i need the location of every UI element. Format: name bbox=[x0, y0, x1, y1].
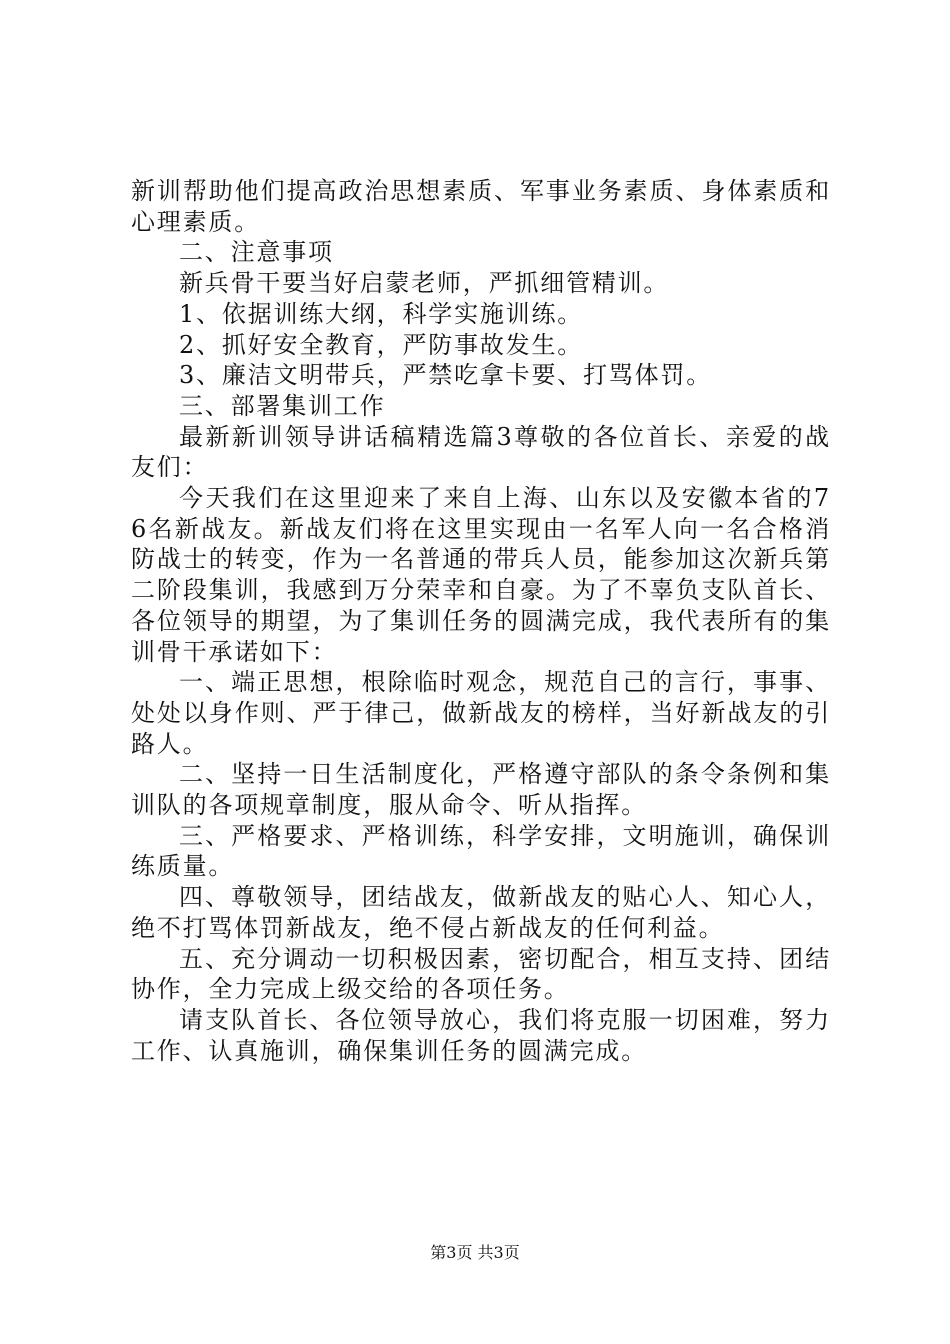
speech-title-greeting: 最新新训领导讲话稿精选篇3尊敬的各位首长、亲爱的战友们： bbox=[131, 422, 831, 482]
pledge-item: 二、坚持一日生活制度化，严格遵守部队的条令条例和集训队的各项规章制度，服从命令、听从指挥。 bbox=[131, 760, 831, 820]
paragraph: 今天我们在这里迎来了来自上海、山东以及安徽本省的76名新战友。新战友们将在这里实现由一名军人向一名合格消防战士的转变，作为一名普通的带兵人员，能参加这次新兵第二阶段集训，我感到万分荣幸和自豪。为了不辜负支队首长、各位领导的期望，为了集训任务的圆满完成，我代表所有的集训骨干承诺如下： bbox=[131, 484, 831, 666]
list-item: 3、廉洁文明带兵，严禁吃拿卡要、打骂体罚。 bbox=[179, 361, 713, 390]
pledge-item: 四、尊敬领导，团结战友，做新战友的贴心人、知心人，绝不打骂体罚新战友，绝不侵占新战友的任何利益。 bbox=[131, 883, 831, 942]
section-heading-deployment: 三、部署集训工作 bbox=[179, 391, 386, 420]
section-heading-notes: 二、注意事项 bbox=[179, 238, 334, 267]
list-item: 1、依据训练大纲，科学实施训练。 bbox=[179, 299, 584, 328]
list-item: 2、抓好安全教育，严防事故发生。 bbox=[179, 330, 584, 359]
page-number-footer: 第3页 共3页 bbox=[430, 1243, 520, 1262]
pledge-item: 一、端正思想，根除临时观念，规范自己的言行，事事、处处以身作则、严于律己，做新战友的榜样，当好新战友的引路人。 bbox=[131, 668, 831, 758]
paragraph: 新兵骨干要当好启蒙老师，严抓细管精训。 bbox=[179, 269, 670, 298]
paragraph-continuation: 新训帮助他们提高政治思想素质、军事业务素质、身体素质和心理素质。 bbox=[131, 177, 831, 236]
closing-paragraph: 请支队首长、各位领导放心，我们将克服一切困难，努力工作、认真施训，确保集训任务的圆满完成。 bbox=[131, 1005, 831, 1065]
document-body bbox=[131, 176, 831, 1066]
pledge-item: 五、充分调动一切积极因素，密切配合，相互支持、团结协作，全力完成上级交给的各项任务。 bbox=[131, 944, 831, 1004]
pledge-item: 三、严格要求、严格训练，科学安排，文明施训，确保训练质量。 bbox=[131, 821, 831, 881]
